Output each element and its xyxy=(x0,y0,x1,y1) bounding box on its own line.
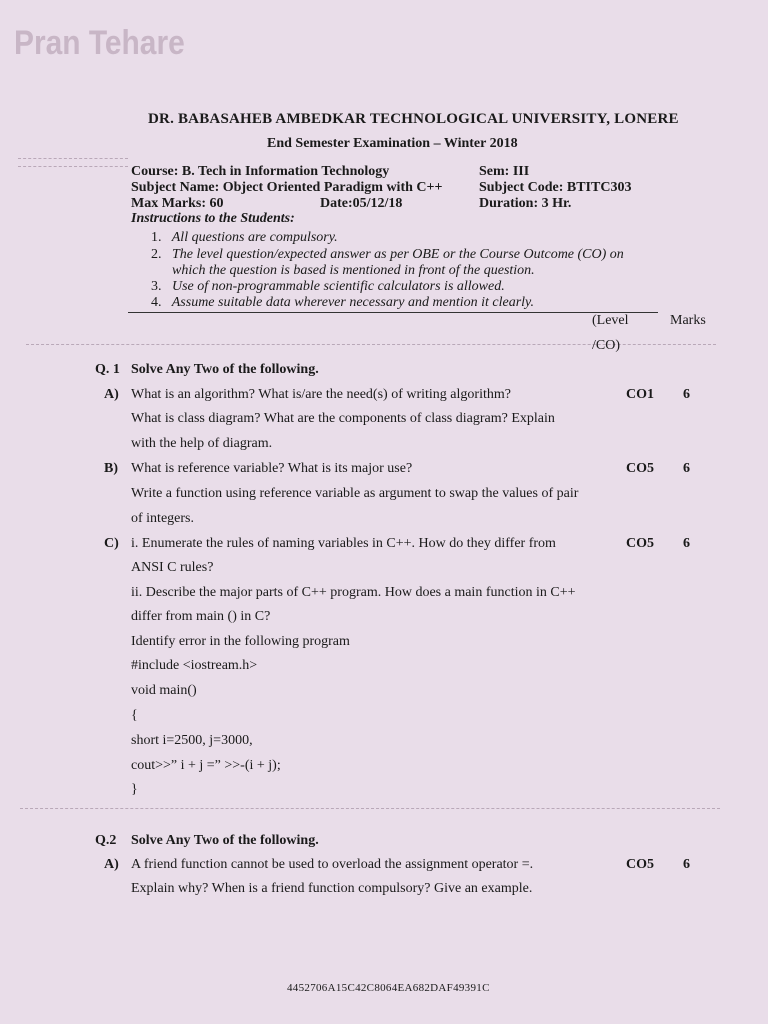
code-line: void main() xyxy=(131,683,197,698)
question-text: i. Enumerate the rules of naming variables in C++. How do they differ from xyxy=(131,536,556,551)
course-outcome: CO1 xyxy=(626,387,654,402)
course-outcome: CO5 xyxy=(626,461,654,476)
code-line: } xyxy=(131,782,138,797)
instructions-title: Instructions to the Students: xyxy=(131,211,295,226)
question-text: What is reference variable? What is its major use? xyxy=(131,461,413,476)
subject-name: Subject Name: Object Oriented Paradigm with C++ xyxy=(131,180,443,195)
question-text: Identify error in the following program xyxy=(131,634,350,649)
question-text: ANSI C rules? xyxy=(131,560,214,575)
part-label: A) xyxy=(104,857,119,872)
part-label: B) xyxy=(104,461,118,476)
instruction-item: 3. Use of non-programmable scientific calculators is allowed. xyxy=(151,279,505,294)
instruction-item: 2. The level question/expected answer as per OBE or the Course Outcome (CO) on xyxy=(151,247,624,262)
question-heading: Solve Any Two of the following. xyxy=(131,362,319,377)
university-name: DR. BABASAHEB AMBEDKAR TECHNOLOGICAL UNIVERSITY, LONERE xyxy=(148,111,679,127)
question-text: with the help of diagram. xyxy=(131,436,273,451)
code-line: #include <iostream.h> xyxy=(131,658,258,673)
course-outcome: CO5 xyxy=(626,857,654,872)
part-label: A) xyxy=(104,387,119,402)
marks: 6 xyxy=(683,536,690,551)
duration: Duration: 3 Hr. xyxy=(479,196,572,211)
question-text: Explain why? When is a friend function compulsory? Give an example. xyxy=(131,881,533,896)
document-code: 4452706A15C42C8064EA682DAF49391C xyxy=(287,982,490,994)
question-text: What is class diagram? What are the components of class diagram? Explain xyxy=(131,411,555,426)
marks: 6 xyxy=(683,461,690,476)
question-text: What is an algorithm? What is/are the need(s) of writing algorithm? xyxy=(131,387,511,402)
question-number: Q. 1 xyxy=(95,362,120,377)
marks: 6 xyxy=(683,857,690,872)
instruction-item-continued: which the question is based is mentioned in front of the question. xyxy=(172,263,535,278)
exam-title: End Semester Examination – Winter 2018 xyxy=(267,136,518,151)
question-heading: Solve Any Two of the following. xyxy=(131,833,319,848)
subject-code: Subject Code: BTITC303 xyxy=(479,180,632,195)
scan-artifact xyxy=(18,158,128,159)
divider-line xyxy=(128,312,658,313)
question-text: differ from main () in C? xyxy=(131,609,271,624)
course: Course: B. Tech in Information Technology xyxy=(131,164,390,179)
instruction-item: 4. Assume suitable data wherever necessary and mention it clearly. xyxy=(151,295,534,310)
level-column-header: (Level xyxy=(592,313,629,328)
marks-column-header: Marks xyxy=(670,313,706,328)
part-label: C) xyxy=(104,536,119,551)
instruction-item: 1. All questions are compulsory. xyxy=(151,230,338,245)
scan-artifact xyxy=(20,808,720,809)
co-column-header: /CO) xyxy=(592,338,620,353)
code-line: short i=2500, j=3000, xyxy=(131,733,253,748)
question-text: Write a function using reference variable as argument to swap the values of pair xyxy=(131,486,579,501)
question-text: A friend function cannot be used to overload the assignment operator =. xyxy=(131,857,534,872)
code-line: { xyxy=(131,708,138,723)
scan-artifact xyxy=(18,166,128,167)
course-outcome: CO5 xyxy=(626,536,654,551)
question-text: of integers. xyxy=(131,511,194,526)
question-number: Q.2 xyxy=(95,833,117,848)
max-marks: Max Marks: 60 xyxy=(131,196,224,211)
code-line: cout>>” i + j =” >>-(i + j); xyxy=(131,758,281,773)
exam-date: Date:05/12/18 xyxy=(320,196,403,211)
question-text: ii. Describe the major parts of C++ program. How does a main function in C++ xyxy=(131,585,576,600)
watermark: Pran Tehare xyxy=(14,24,185,62)
semester: Sem: III xyxy=(479,164,530,179)
marks: 6 xyxy=(683,387,690,402)
